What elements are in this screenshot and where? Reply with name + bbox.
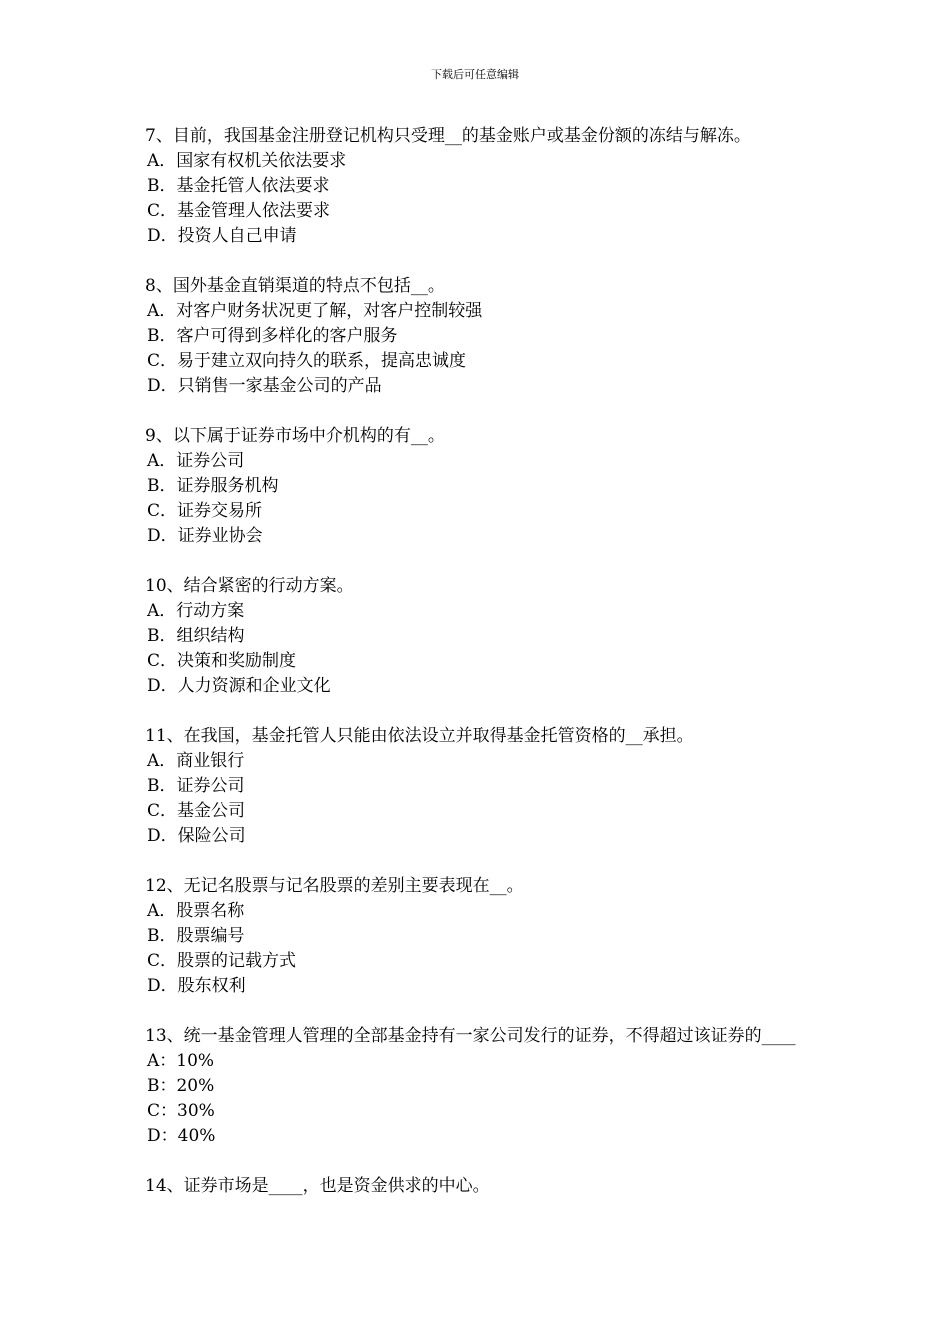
question-text: 13、统一基金管理人管理的全部基金持有一家公司发行的证券，不得超过该证券的____ [145,1026,796,1046]
page-header: 下载后可任意编辑 [431,68,519,81]
option-c: C．基金公司 [147,801,246,821]
option-a: A．商业银行 [147,751,245,771]
question-11 [145,724,825,849]
question-9 [145,424,825,549]
question-text: 9、以下属于证券市场中介机构的有__。 [145,426,445,446]
option-b: B．股票编号 [147,926,245,946]
question-8 [145,274,825,399]
option-a: A．对客户财务状况更了解，对客户控制较强 [147,301,483,321]
option-a: A．行动方案 [147,601,245,621]
option-a: A：10% [147,1051,215,1071]
question-text: 7、目前，我国基金注册登记机构只受理__的基金账户或基金份额的冻结与解冻。 [145,126,751,146]
option-d: D．证券业协会 [147,526,263,546]
question-10 [145,574,825,699]
option-b: B．组织结构 [147,626,245,646]
question-12 [145,874,825,999]
option-a: A．股票名称 [147,901,245,921]
option-b: B．证券服务机构 [147,476,279,496]
option-a: A．证券公司 [147,451,245,471]
option-c: C．易于建立双向持久的联系，提高忠诚度 [147,351,467,371]
option-d: D：40% [147,1126,216,1146]
question-text: 10、结合紧密的行动方案。 [145,576,354,596]
option-d: D．投资人自己申请 [147,226,297,246]
option-a: A．国家有权机关依法要求 [147,151,347,171]
question-text: 14、证券市场是____，也是资金供求的中心。 [145,1176,490,1196]
document-body [145,124,825,1224]
option-b: B．客户可得到多样化的客户服务 [147,326,398,346]
option-b: B．证券公司 [147,776,245,796]
option-c: C．基金管理人依法要求 [147,201,331,221]
question-14 [145,1174,825,1199]
question-text: 8、国外基金直销渠道的特点不包括__。 [145,276,445,296]
option-d: D．股东权利 [147,976,246,996]
option-c: C：30% [147,1101,215,1121]
question-13 [145,1024,825,1149]
option-b: B．基金托管人依法要求 [147,176,330,196]
question-text: 12、无记名股票与记名股票的差别主要表现在__。 [145,876,524,896]
option-c: C．决策和奖励制度 [147,651,297,671]
option-d: D．只销售一家基金公司的产品 [147,376,382,396]
option-c: C．股票的记载方式 [147,951,297,971]
option-d: D．保险公司 [147,826,246,846]
option-d: D．人力资源和企业文化 [147,676,331,696]
question-7 [145,124,825,249]
question-text: 11、在我国，基金托管人只能由依法设立并取得基金托管资格的__承担。 [145,726,694,746]
option-c: C．证券交易所 [147,501,263,521]
option-b: B：20% [147,1076,215,1096]
